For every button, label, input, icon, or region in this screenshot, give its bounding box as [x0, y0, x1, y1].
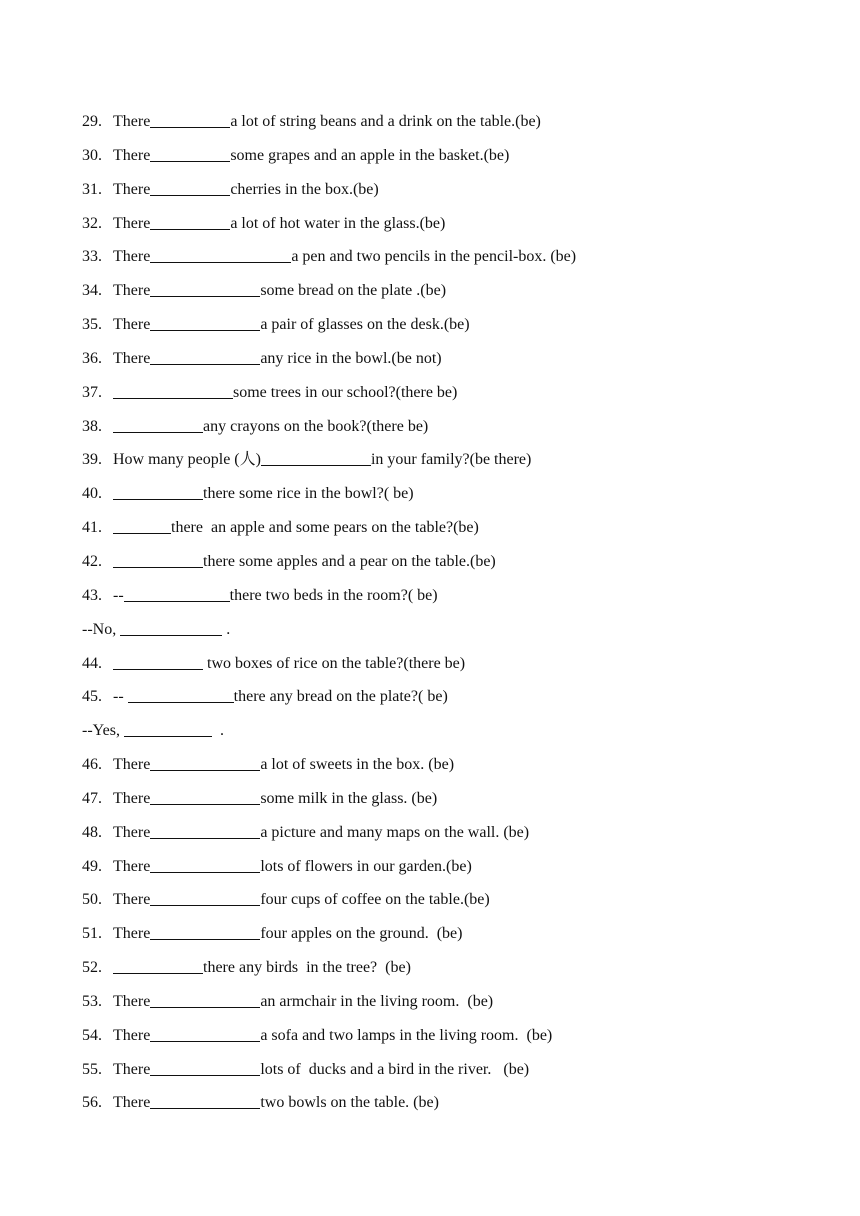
exercise-item — [82, 991, 822, 1025]
item-text: there two beds in the room?( be) — [229, 586, 438, 604]
exercise-item — [82, 348, 822, 382]
item-text: some grapes and an apple in the basket.(be) — [230, 146, 510, 164]
item-text: a pair of glasses on the desk.(be) — [260, 316, 470, 334]
item-number: 42. — [82, 552, 102, 570]
answer-blank[interactable] — [113, 552, 203, 568]
exercise-continuation — [82, 619, 822, 653]
item-prefix: There — [113, 248, 151, 266]
exercise-item — [82, 1025, 822, 1059]
exercise-item — [82, 280, 822, 314]
item-text: two bowls on the table. (be) — [260, 1094, 439, 1112]
item-number: 50. — [82, 891, 102, 909]
item-text: four apples on the ground. (be) — [260, 925, 463, 943]
answer-blank[interactable] — [150, 890, 260, 906]
item-number: 48. — [82, 823, 102, 841]
answer-blank[interactable] — [150, 146, 230, 162]
item-number: 32. — [82, 214, 102, 232]
item-number: 55. — [82, 1060, 102, 1078]
exercise-item — [82, 856, 822, 890]
item-text: a sofa and two lamps in the living room. (be) — [260, 1026, 553, 1044]
item-number: 36. — [82, 349, 102, 367]
item-number: 33. — [82, 248, 102, 266]
item-text: lots of ducks and a bird in the river. (be) — [260, 1060, 530, 1078]
answer-blank[interactable] — [150, 924, 260, 940]
answer-blank[interactable] — [150, 1093, 260, 1109]
item-prefix: There — [113, 1094, 151, 1112]
item-prefix: How many people (人) — [113, 451, 261, 469]
item-prefix: There — [113, 1060, 151, 1078]
item-text: there some apples and a pear on the table.(be) — [203, 552, 496, 570]
item-text: some milk in the glass. (be) — [260, 789, 438, 807]
item-prefix: There — [113, 214, 151, 232]
exercise-item — [82, 483, 822, 517]
exercise-item — [82, 179, 822, 213]
answer-blank[interactable] — [150, 857, 260, 873]
item-prefix: There — [113, 282, 151, 300]
item-text: a lot of string beans and a drink on the table.(be) — [230, 113, 541, 130]
item-number: 30. — [82, 146, 102, 164]
answer-blank[interactable] — [113, 958, 203, 974]
item-number: 41. — [82, 519, 102, 537]
item-number: 46. — [82, 756, 102, 774]
answer-blank[interactable] — [113, 518, 171, 534]
item-text: there any bread on the plate?( be) — [233, 688, 448, 706]
exercise-item — [82, 653, 822, 687]
answer-blank[interactable] — [261, 450, 371, 466]
exercise-item — [82, 111, 822, 145]
item-number: 54. — [82, 1026, 102, 1044]
item-number: 49. — [82, 857, 102, 875]
answer-blank[interactable] — [150, 823, 260, 839]
answer-blank[interactable] — [113, 484, 203, 500]
item-number: 43. — [82, 586, 102, 604]
exercise-item — [82, 923, 822, 957]
exercise-item — [82, 517, 822, 551]
reply-suffix: . — [222, 620, 231, 638]
answer-blank[interactable] — [150, 281, 260, 297]
item-text: lots of flowers in our garden.(be) — [260, 857, 472, 875]
item-number: 38. — [82, 417, 102, 435]
answer-blank[interactable] — [128, 687, 234, 703]
answer-blank[interactable] — [113, 417, 203, 433]
item-prefix: There — [113, 113, 151, 130]
answer-blank[interactable] — [150, 315, 260, 331]
item-prefix: There — [113, 146, 151, 164]
item-number: 39. — [82, 451, 102, 469]
answer-blank[interactable] — [113, 383, 233, 399]
item-text: any rice in the bowl.(be not) — [260, 349, 442, 367]
exercise-item — [82, 449, 822, 483]
item-text: a picture and many maps on the wall. (be) — [260, 823, 530, 841]
exercise-item — [82, 382, 822, 416]
answer-blank[interactable] — [150, 112, 230, 128]
answer-blank[interactable] — [124, 721, 212, 737]
item-prefix: -- — [113, 688, 128, 706]
item-number: 47. — [82, 789, 102, 807]
exercise-item — [82, 754, 822, 788]
item-text: in your family?(be there) — [370, 451, 532, 469]
item-prefix: There — [113, 823, 151, 841]
item-number: 40. — [82, 485, 102, 503]
answer-blank[interactable] — [150, 247, 291, 263]
item-number: 53. — [82, 992, 102, 1010]
exercise-item — [82, 788, 822, 822]
item-text: four cups of coffee on the table.(be) — [260, 891, 490, 909]
reply-prefix: --Yes, — [82, 722, 124, 740]
answer-blank[interactable] — [150, 1026, 260, 1042]
item-text: a lot of sweets in the box. (be) — [260, 756, 455, 774]
exercise-item — [82, 145, 822, 179]
exercise-item — [82, 585, 822, 619]
item-number: 35. — [82, 316, 102, 334]
item-number: 29. — [82, 113, 102, 130]
exercise-item — [82, 213, 822, 247]
item-prefix: There — [113, 891, 151, 909]
item-number: 31. — [82, 180, 102, 198]
item-number: 52. — [82, 959, 102, 977]
item-number: 44. — [82, 654, 102, 672]
answer-blank[interactable] — [124, 586, 230, 602]
exercise-item — [82, 246, 822, 280]
item-number: 34. — [82, 282, 102, 300]
item-prefix: There — [113, 1026, 151, 1044]
item-text: two boxes of rice on the table?(there be) — [203, 654, 466, 672]
item-text: a pen and two pencils in the pencil-box. (be) — [291, 248, 577, 266]
item-text: there any birds in the tree? (be) — [203, 959, 411, 977]
answer-blank[interactable] — [150, 214, 230, 230]
exercise-item — [82, 957, 822, 991]
reply-prefix: --No, — [82, 620, 121, 638]
item-text: there an apple and some pears on the table?(be) — [171, 519, 479, 537]
item-text: some trees in our school?(there be) — [233, 383, 458, 401]
exercise-continuation — [82, 720, 822, 754]
item-prefix: -- — [113, 586, 124, 604]
answer-blank[interactable] — [150, 789, 260, 805]
answer-blank[interactable] — [150, 1060, 260, 1076]
exercise-item — [82, 1059, 822, 1093]
item-prefix: There — [113, 316, 151, 334]
item-prefix: There — [113, 992, 151, 1010]
item-prefix: There — [113, 180, 151, 198]
answer-blank[interactable] — [150, 180, 230, 196]
reply-suffix: . — [211, 722, 224, 740]
exercise-item — [82, 822, 822, 856]
item-prefix: There — [113, 857, 151, 875]
answer-blank[interactable] — [150, 992, 260, 1008]
item-text: any crayons on the book?(there be) — [203, 417, 429, 435]
exercise-item — [82, 686, 822, 720]
exercise-item — [82, 1092, 822, 1126]
exercise-item — [82, 314, 822, 348]
item-number: 51. — [82, 925, 102, 943]
exercise-item — [82, 551, 822, 585]
answer-blank[interactable] — [150, 349, 260, 365]
item-text: there some rice in the bowl?( be) — [203, 485, 414, 503]
item-text: cherries in the box.(be) — [230, 180, 379, 198]
item-text: an armchair in the living room. (be) — [260, 992, 494, 1010]
exercise-item — [82, 416, 822, 450]
exercise-item — [82, 889, 822, 923]
item-text: some bread on the plate .(be) — [260, 282, 447, 300]
item-number: 56. — [82, 1094, 102, 1112]
item-prefix: There — [113, 789, 151, 807]
item-prefix: There — [113, 349, 151, 367]
item-number: 37. — [82, 383, 102, 401]
item-prefix: There — [113, 925, 151, 943]
item-text: a lot of hot water in the glass.(be) — [230, 214, 446, 232]
answer-blank[interactable] — [120, 620, 222, 636]
answer-blank[interactable] — [150, 755, 260, 771]
answer-blank[interactable] — [113, 654, 203, 670]
exercise-list — [82, 111, 822, 1126]
item-prefix: There — [113, 756, 151, 774]
item-number: 45. — [82, 688, 102, 706]
